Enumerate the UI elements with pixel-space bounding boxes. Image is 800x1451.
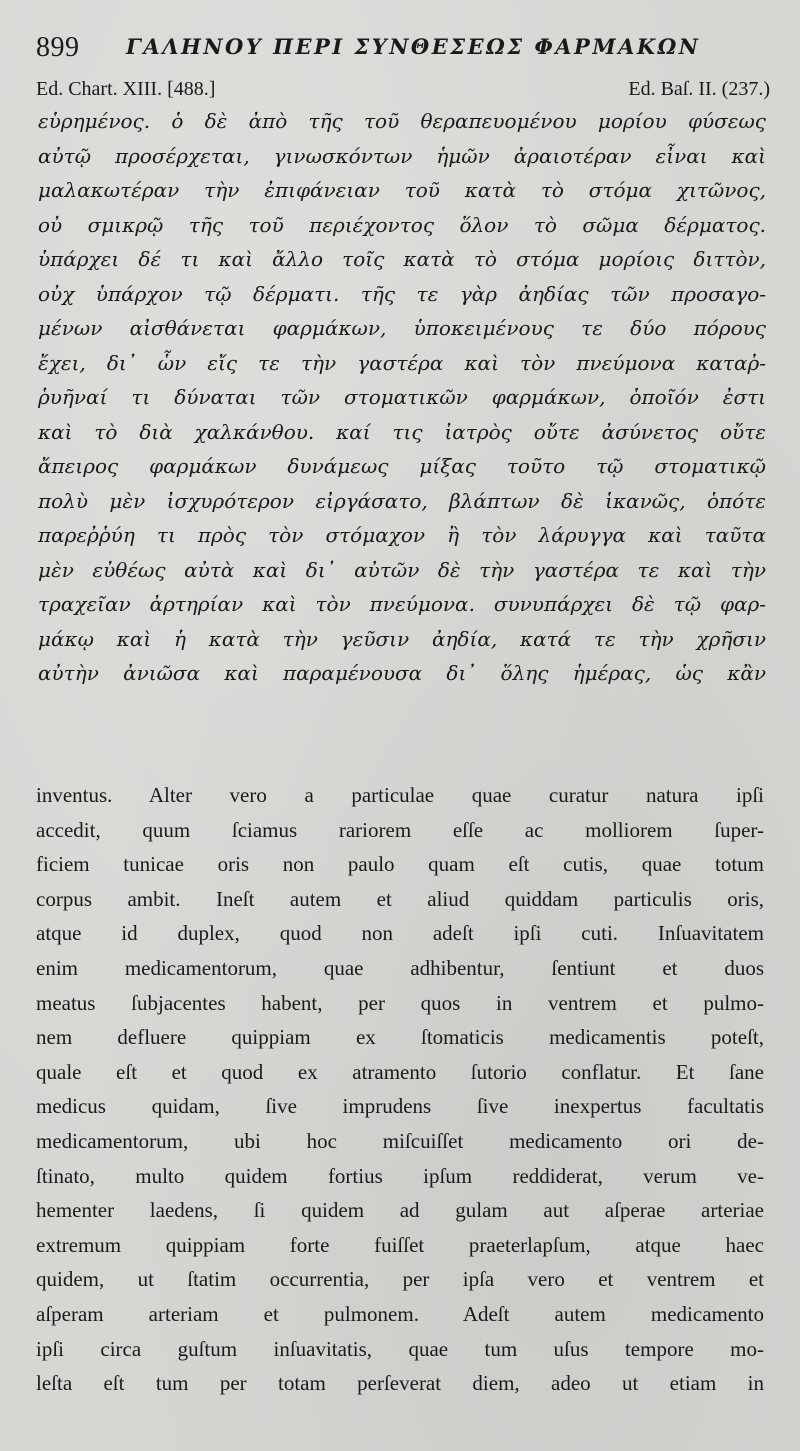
latin-line: ipſi circa guſtum inſuavitatis, quae tum uſus tempore mo-	[36, 1336, 764, 1361]
greek-line: ῥυῆναί τι δύναται τῶν στοματικῶν φαρμάκων, ὁποῖόν ἐστι	[38, 385, 766, 409]
latin-line: leſta eſt tum per totam perſeverat diem, adeo ut etiam in	[36, 1371, 764, 1396]
greek-line: παρεῤῥύη τι πρὸς τὸν στόμαχον ἢ τὸν λάρυγγα καὶ ταῦτα	[38, 523, 766, 547]
running-title: ΓΑΛΗΝΟΥ ΠΕΡΙ ΣΥΝΘΕΣΕΩΣ ΦΑΡΜΑΚΩΝ	[126, 34, 701, 59]
latin-text-block	[36, 778, 764, 1401]
latin-line: accedit, quum ſciamus rariorem eſſe ac molliorem ſuper-	[36, 817, 764, 842]
latin-line: hementer laedens, ſi quidem ad gulam aut aſperae arteriae	[36, 1198, 764, 1223]
greek-line: τραχεῖαν ἀρτηρίαν καὶ τὸν πνεύμονα. συνυπάρχει δὲ τῷ φαρ-	[38, 592, 766, 616]
greek-line: αὐτὴν ἀνιῶσα καὶ παραμένουσα δι᾽ ὅλης ἡμέρας, ὡς κἂν	[38, 661, 766, 685]
edition-line	[36, 78, 770, 104]
latin-line: quale eſt et quod ex atramento ſutorio conflatur. Et ſane	[36, 1059, 764, 1084]
latin-line: nem defluere quippiam ex ſtomaticis medicamentis poteſt,	[36, 1025, 764, 1050]
latin-line: ſtinato, multo quidem fortius ipſum reddiderat, verum ve-	[36, 1163, 764, 1188]
latin-line: medicus quidam, ſive imprudens ſive inexpertus facultatis	[36, 1094, 764, 1119]
greek-line: ὑπάρχει δέ τι καὶ ἄλλο τοῖς κατὰ τὸ στόμα μορίοις διττὸν,	[38, 247, 766, 271]
latin-line: aſperam arteriam et pulmonem. Adeſt autem medicamento	[36, 1301, 764, 1326]
greek-line: οὐχ ὑπάρχον τῷ δέρματι. τῆς τε γὰρ ἀηδίας τῶν προσαγο-	[38, 281, 766, 306]
latin-line: inventus. Alter vero a particulae quae curatur natura ipſi	[36, 783, 764, 807]
greek-line: οὐ σμικρῷ τῆς τοῦ περιέχοντος ὅλον τὸ σῶμα δέρματος.	[38, 212, 766, 237]
greek-line: εὑρημένος. ὁ δὲ ἀπὸ τῆς τοῦ θεραπευομένου μορίου φύσεως	[38, 109, 766, 133]
latin-line: medicamentorum, ubi hoc miſcuiſſet medicamento ori de-	[36, 1128, 764, 1153]
page-number: 899	[36, 32, 80, 63]
greek-line: μὲν εὐθέως αὐτὰ καὶ δι᾽ αὐτῶν δὲ τὴν γαστέρα τε καὶ τὴν	[38, 557, 766, 582]
greek-line: καὶ τὸ διὰ χαλκάνθου. καί τις ἰατρὸς οὔτε ἀσύνετος οὔτε	[38, 419, 766, 444]
greek-line: μένων αἰσθάνεται φαρμάκων, ὑποκειμένους τε δύο πόρους	[38, 316, 766, 340]
latin-line: quidem, ut ſtatim occurrentia, per ipſa vero et ventrem et	[36, 1267, 764, 1292]
edition-chartier: Ed. Chart. XIII. [488.]	[36, 78, 216, 100]
latin-line: ficiem tunicae oris non paulo quam eſt cutis, quae totum	[36, 852, 764, 877]
greek-line: πολὺ μὲν ἰσχυρότερον εἰργάσατο, βλάπτων δὲ ἱκανῶς, ὁπότε	[38, 488, 766, 513]
greek-line: μάκῳ καὶ ἡ κατὰ τὴν γεῦσιν ἀηδία, κατά τε τὴν χρῆσιν	[38, 626, 766, 651]
latin-line: corpus ambit. Ineſt autem et aliud quiddam particulis oris,	[36, 886, 764, 911]
greek-line: ἔχει, δι᾽ ὧν εἴς τε τὴν γαστέρα καὶ τὸν πνεύμονα καταῤ-	[38, 350, 766, 375]
edition-basel: Ed. Baſ. II. (237.)	[628, 78, 770, 100]
running-head	[36, 28, 764, 68]
greek-text-block	[38, 104, 766, 691]
latin-line: extremum quippiam forte fuiſſet praeterlapſum, atque haec	[36, 1232, 764, 1257]
latin-line: meatus ſubjacentes habent, per quos in ventrem et pulmo-	[36, 990, 764, 1015]
latin-line: enim medicamentorum, quae adhibentur, ſentiunt et duos	[36, 955, 764, 980]
latin-line: atque id duplex, quod non adeſt ipſi cuti. Inſuavitatem	[36, 921, 764, 946]
greek-line: αὐτῷ προσέρχεται, γινωσκόντων ἡμῶν ἀραιοτέραν εἶναι καὶ	[38, 143, 766, 168]
greek-line: ἄπειρος φαρμάκων δυνάμεως μίξας τοῦτο τῷ στοματικῷ	[38, 454, 766, 478]
greek-line: μαλακωτέραν τὴν ἐπιφάνειαν τοῦ κατὰ τὸ στόμα χιτῶνος,	[38, 178, 766, 202]
